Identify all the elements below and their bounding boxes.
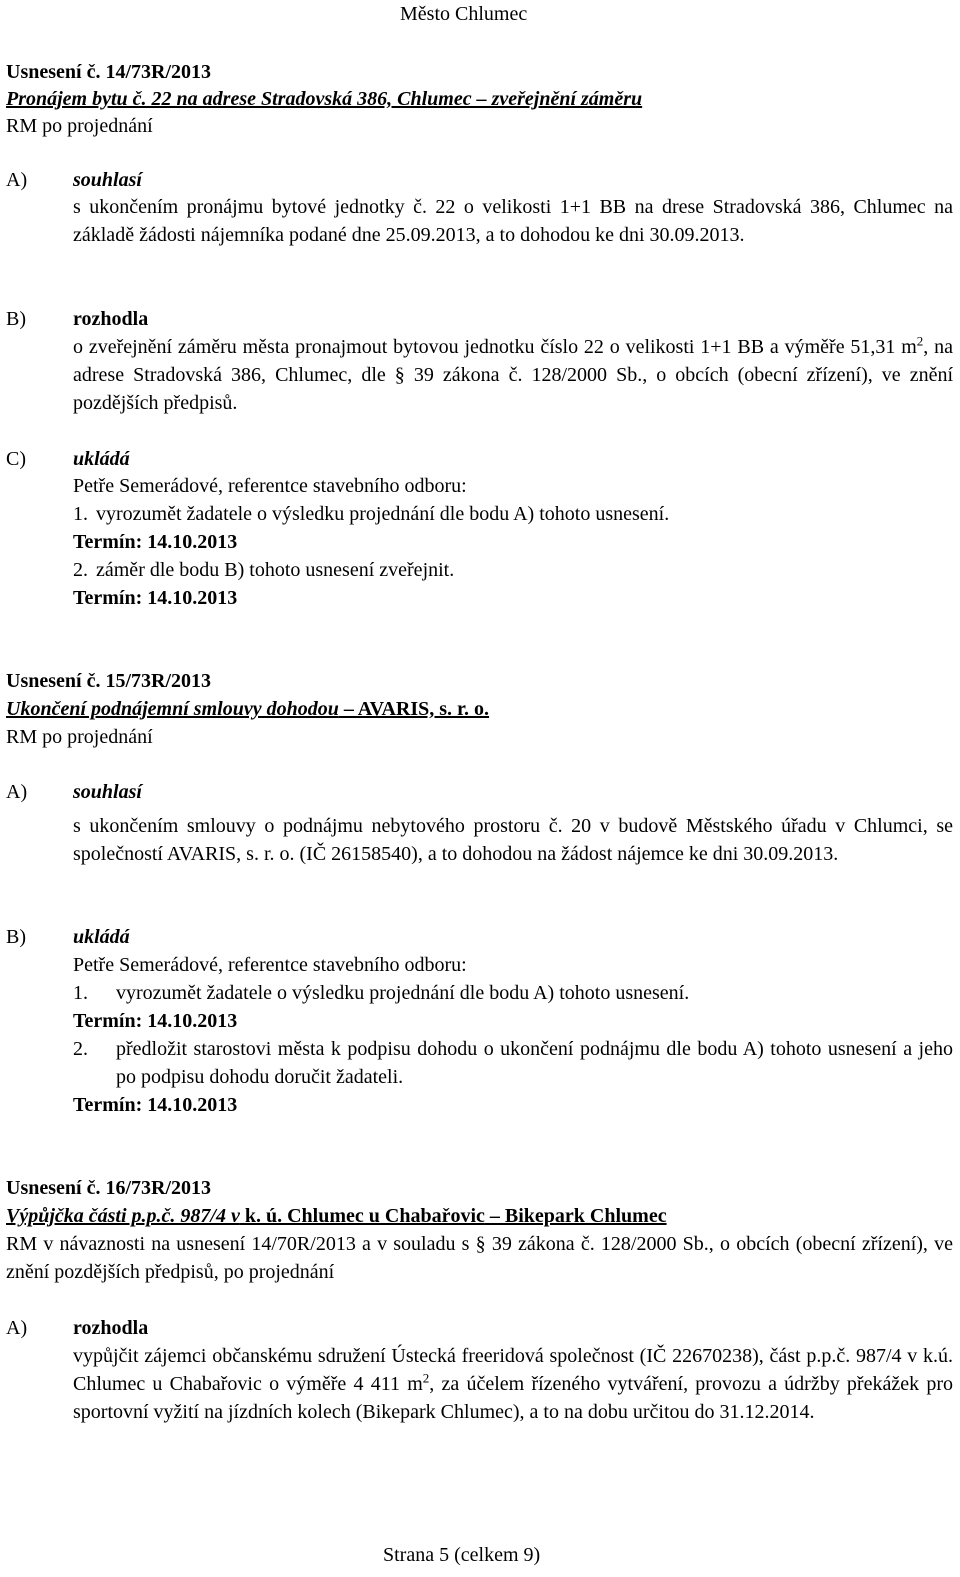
r14-c-item2: záměr dle bodu B) tohoto usnesení zveřejnit. bbox=[96, 559, 455, 581]
resolution-15-title bbox=[6, 695, 489, 723]
r15-b-item1: vyrozumět žadatele o výsledku projednání dle bodu A) tohoto usnesení. bbox=[116, 982, 690, 1004]
resolution-14-title: Pronájem bytu č. 22 na adrese Stradovská 386, Chlumec – zveřejnění záměru bbox=[6, 88, 643, 110]
r14-c-term2: Termín: 14.10.2013 bbox=[73, 587, 238, 609]
r15-b-item1-num: 1. bbox=[73, 982, 88, 1004]
resolution-15-rm: RM po projednání bbox=[6, 726, 153, 748]
r14-a-text: s ukončením pronájmu bytové jednotky č. 22 o velikosti 1+1 BB na drese Stradovská 386, Chlumec na základě žádosti nájemníka podané dne 25.09.2013, a to dohodou ke dni 30.09.2013. bbox=[73, 196, 953, 246]
r15-a-letter: A) bbox=[6, 781, 28, 803]
r14-b-text-part1: o zveřejnění záměru města pronajmout bytovou jednotku číslo 22 o velikosti 1+1 BB a výměře 51,31 m bbox=[73, 336, 917, 358]
page-header: Město Chlumec bbox=[400, 3, 528, 25]
resolution-16-title-tail: – Bikepark Chlumec bbox=[484, 1205, 667, 1227]
r14-c-letter: C) bbox=[6, 448, 26, 470]
resolution-15-title-tail: – AVARIS, s. r. o. bbox=[338, 698, 490, 720]
r15-b-term2: Termín: 14.10.2013 bbox=[73, 1094, 238, 1116]
r14-a-verb: souhlasí bbox=[73, 169, 142, 191]
resolution-16-title-main: Výpůjčka části p.p.č. 987/4 v bbox=[6, 1205, 240, 1227]
r14-c-item1: vyrozumět žadatele o výsledku projednání dle bodu A) tohoto usnesení. bbox=[96, 503, 670, 525]
r16-a-text-part2: , za účelem řízeného vytváření, provozu a údržby překážek pro sportovní vyžití na jízdních kolech (Bikepark Chlumec), a to na dobu určitou do 31.12.2014. bbox=[73, 1373, 953, 1423]
r15-b-person: Petře Semerádové, referentce stavebního odboru: bbox=[73, 954, 467, 976]
r14-c-person: Petře Semerádové, referentce stavebního odboru: bbox=[73, 475, 467, 497]
resolution-15-title-main: Ukončení podnájemní smlouvy dohodou bbox=[6, 698, 339, 720]
r15-b-item2: předložit starostovi města k podpisu dohodu o ukončení podnájmu dle bodu A) tohoto usnesení a jeho po podpisu dohodu doručit žadateli. bbox=[116, 1038, 953, 1088]
r16-a-text bbox=[73, 1342, 953, 1426]
resolution-15-number: Usnesení č. 15/73R/2013 bbox=[6, 670, 211, 692]
r14-c-term1: Termín: 14.10.2013 bbox=[73, 531, 238, 553]
r15-a-text: s ukončením smlouvy o podnájmu nebytového prostoru č. 20 v budově Městského úřadu v Chlumci, se společností AVARIS, s. r. o. (IČ 26158540), a to dohodou na žádost nájemce ke dni 30.09.2013. bbox=[73, 815, 953, 865]
r14-c-item2-num: 2. bbox=[73, 559, 88, 581]
r14-c-item1-num: 1. bbox=[73, 503, 88, 525]
resolution-16-title-mid: k. ú. Chlumec u Chabařovic bbox=[239, 1205, 485, 1227]
r15-b-verb: ukládá bbox=[73, 926, 130, 948]
r15-b-term1: Termín: 14.10.2013 bbox=[73, 1010, 238, 1032]
r14-b-letter: B) bbox=[6, 308, 26, 330]
resolution-16-intro: RM v návaznosti na usnesení 14/70R/2013 a v souladu s § 39 zákona č. 128/2000 Sb., o obcích (obecní zřízení), ve znění pozdějších předpisů, po projednání bbox=[6, 1233, 953, 1283]
r14-a-letter: A) bbox=[6, 169, 28, 191]
r16-a-text-part1: vypůjčit zájemci občanskému sdružení Ústecká freeridová společnost (IČ 22670238), část p.p.č. 987/4 v k.ú. Chlumec u Chabařovic o výměře 4 411 m bbox=[73, 1345, 953, 1395]
r15-b-item2-num: 2. bbox=[73, 1038, 88, 1060]
r16-a-verb: rozhodla bbox=[73, 1317, 149, 1339]
r16-a-sup: 2 bbox=[422, 1370, 430, 1386]
r15-b-letter: B) bbox=[6, 926, 26, 948]
resolution-14-number: Usnesení č. 14/73R/2013 bbox=[6, 61, 211, 83]
r15-a-verb: souhlasí bbox=[73, 781, 142, 803]
r14-b-sup: 2 bbox=[916, 333, 924, 349]
resolution-16-number: Usnesení č. 16/73R/2013 bbox=[6, 1177, 211, 1199]
r14-c-verb: ukládá bbox=[73, 448, 130, 470]
r16-a-letter: A) bbox=[6, 1317, 28, 1339]
resolution-14-rm: RM po projednání bbox=[6, 115, 153, 137]
r14-b-verb: rozhodla bbox=[73, 308, 149, 330]
r14-b-text bbox=[73, 333, 953, 417]
r14-b-text-part2: , na adrese Stradovská 386, Chlumec, dle § 39 zákona č. 128/2000 Sb., o obcích (obecní zřízení), ve znění pozdějších předpisů. bbox=[73, 336, 953, 414]
page-footer: Strana 5 (celkem 9) bbox=[383, 1544, 541, 1566]
resolution-16-title bbox=[6, 1202, 667, 1230]
